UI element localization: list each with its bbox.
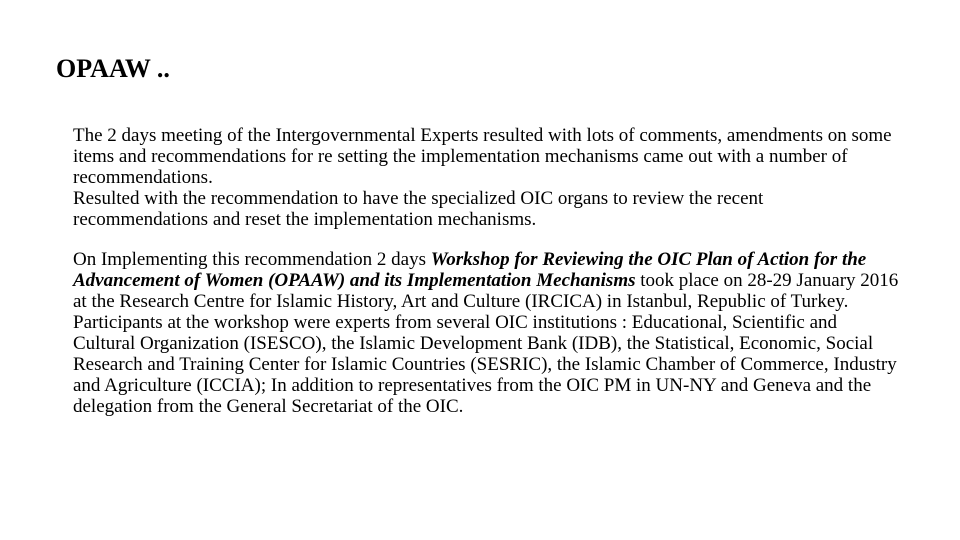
- slide-title: OPAAW ..: [56, 54, 170, 83]
- paragraph-workshop: [73, 249, 903, 417]
- workshop-lead-text: On Implementing this recommendation 2 days: [73, 249, 431, 270]
- paragraph-meeting-results: The 2 days meeting of the Intergovernmental Experts resulted with lots of comments, amendments on some items and recommendations for re setting the implementation mechanisms came out with a number of recommendations.: [73, 125, 892, 188]
- paragraph-recommendation: Resulted with the recommendation to have the specialized OIC organs to review the recent recommendations and reset the implementation mechanisms.: [73, 188, 764, 230]
- workshop-title-emphasis: Workshop for Reviewing the OIC Plan of Action for the Advancement of Women (OPAAW) and its Implementation Mechanisms: [73, 249, 867, 291]
- workshop-details-text: took place on 28-29 January 2016 at the Research Centre for Islamic History, Art and Culture (IRCICA) in Istanbul, Republic of Turkey. Participants at the workshop were experts from several OIC institutions : Educational, Scientific and Cultural Organization (ISESCO), the Islamic Development Bank (IDB), the Statistical, Economic, Social Research and Training Center for Islamic Countries (SESRIC), the Islamic Chamber of Commerce, Industry and Agriculture (ICCIA); In addition to representatives from the OIC PM in UN-NY and Geneva and the delegation from the General Secretariat of the OIC.: [73, 270, 899, 417]
- slide-body: [73, 125, 903, 417]
